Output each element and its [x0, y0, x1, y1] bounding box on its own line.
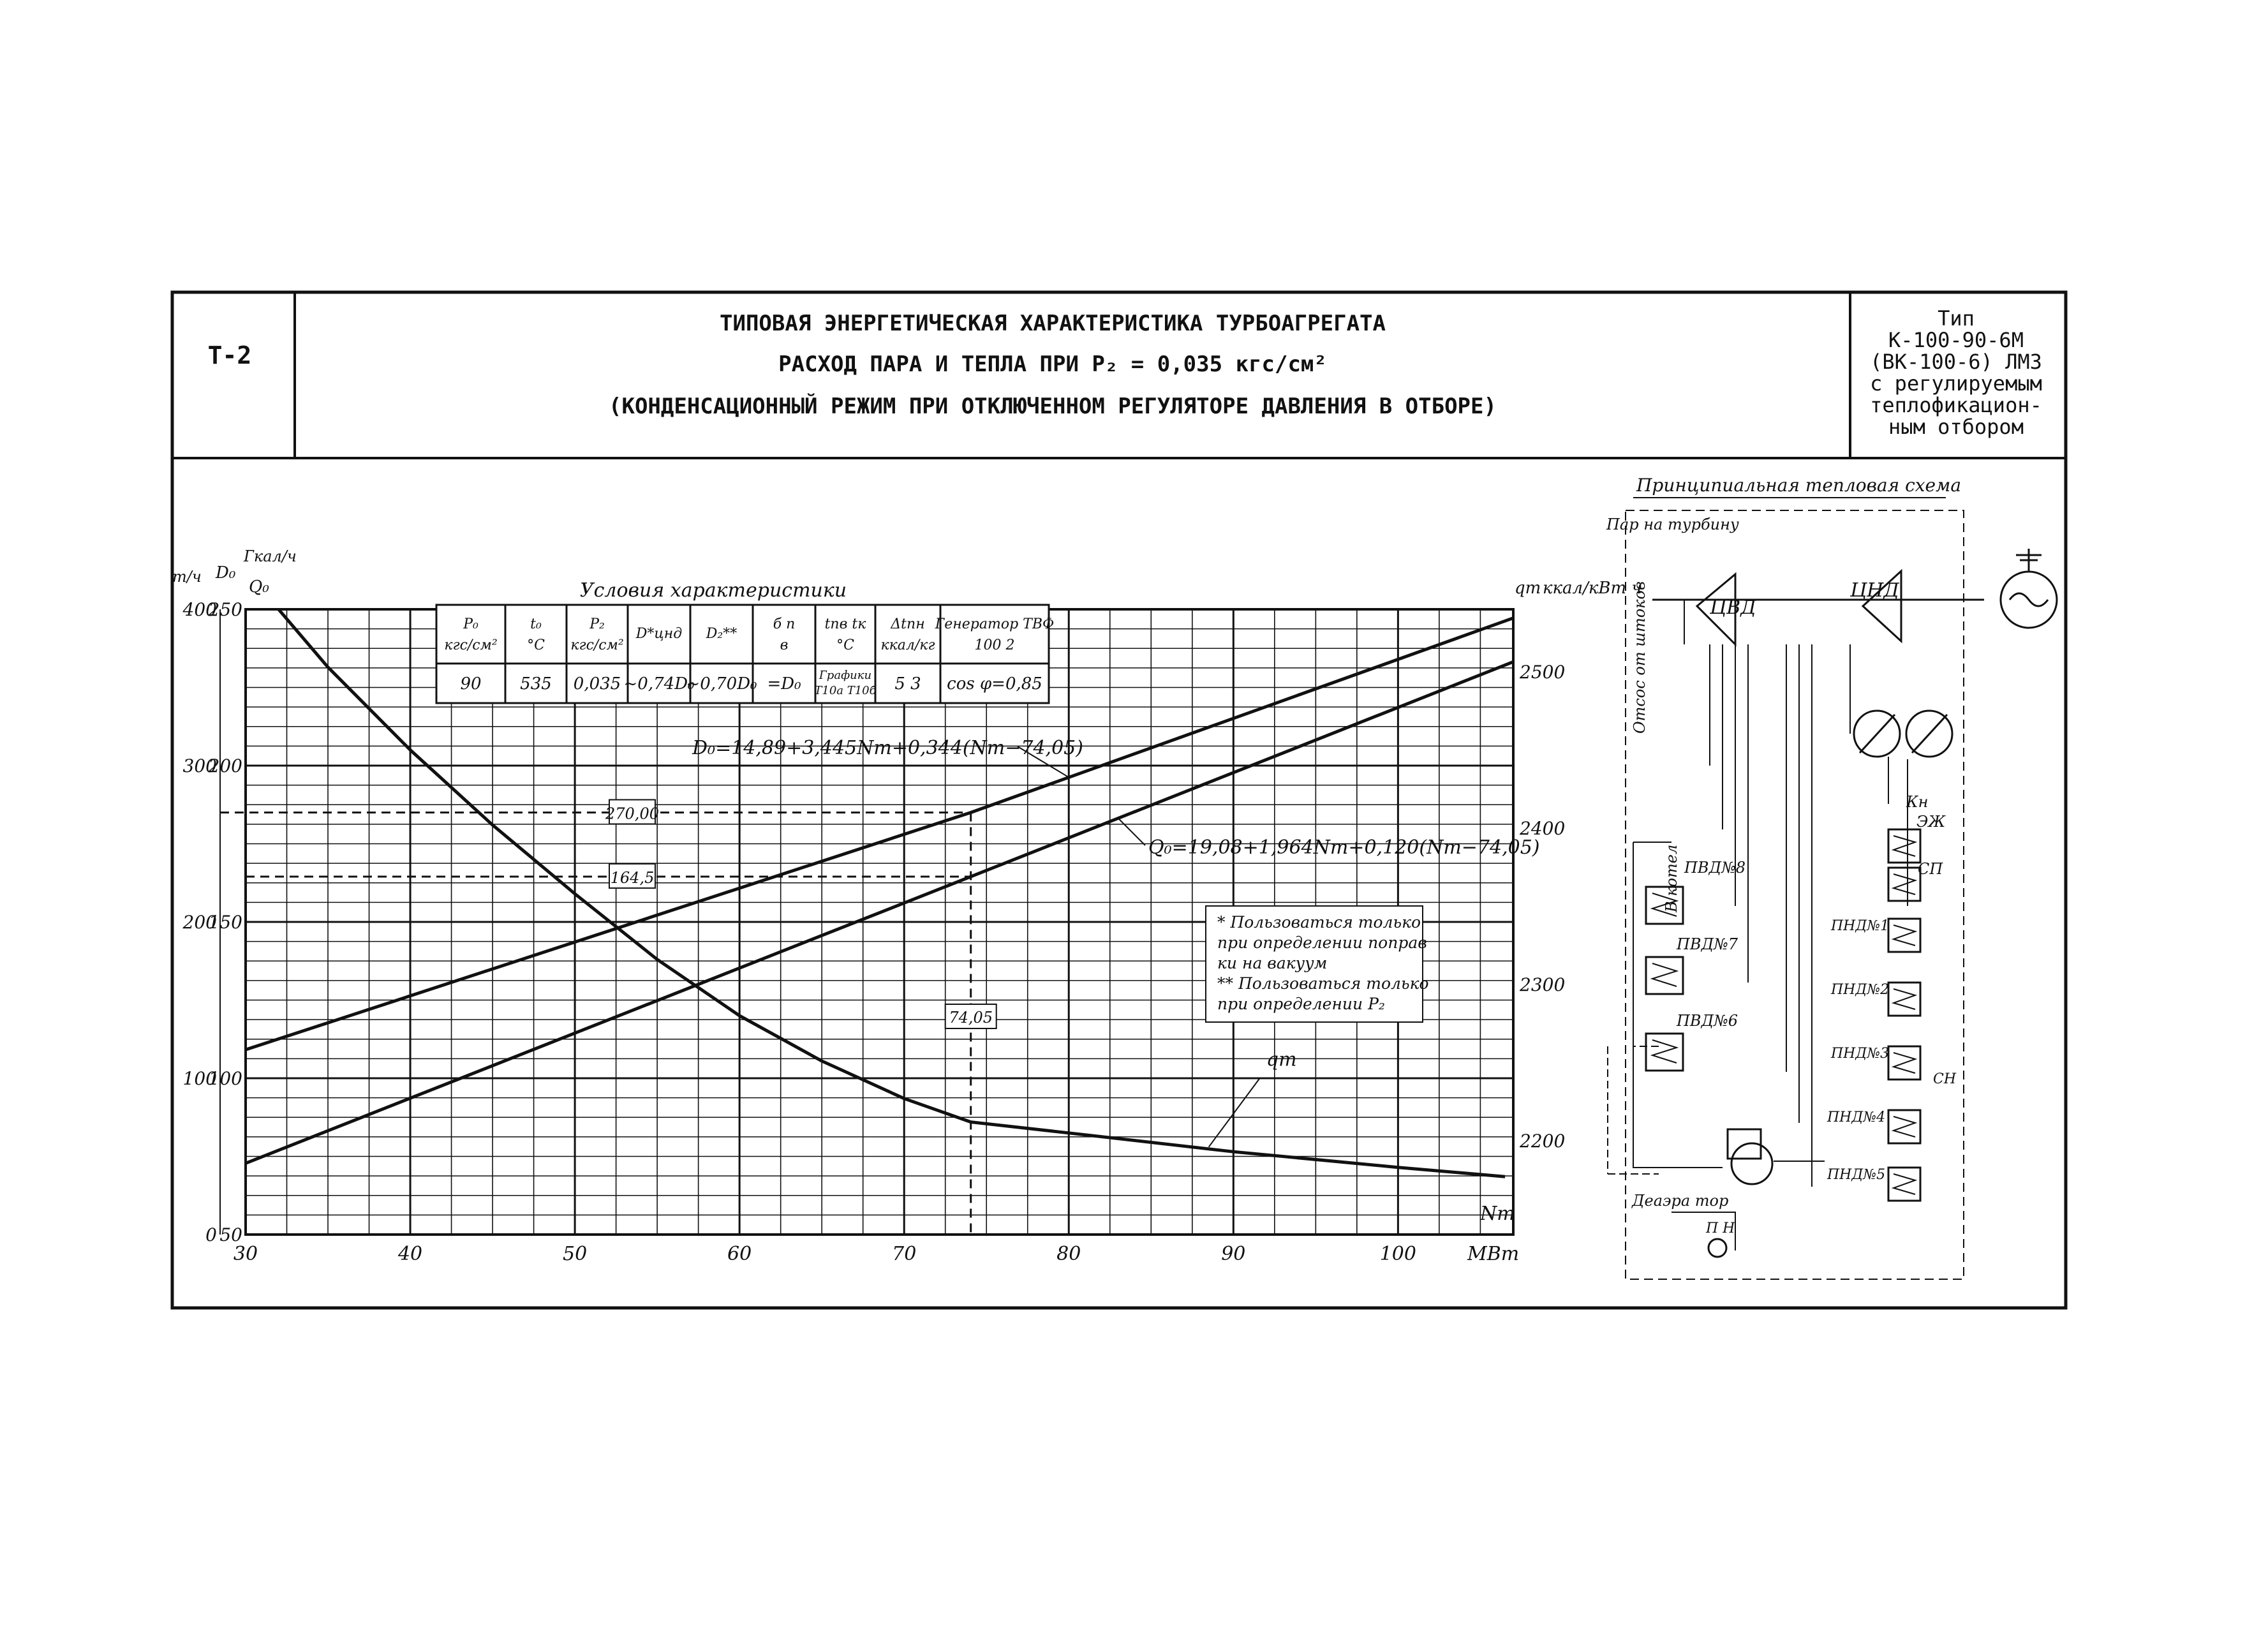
y-left-D0-tick-label: 400 — [182, 599, 217, 620]
conditions-header: Δtпн — [891, 616, 925, 632]
conditions-header: кгс/см² — [570, 637, 624, 653]
conditions-value: cos φ=0,85 — [947, 674, 1042, 694]
turbine-type-block — [1870, 306, 2042, 439]
x-tick-label: 70 — [892, 1243, 917, 1265]
conditions-title: Условия характеристики — [579, 579, 847, 602]
y-right-unit: ккал/кВт ч — [1543, 579, 1642, 598]
type-line: (ВК-100-6) ЛМЗ — [1870, 350, 2042, 374]
heater-coil-shape — [1894, 1174, 1915, 1194]
x-tick-label: 50 — [563, 1243, 588, 1265]
heater-coil-shape — [1894, 874, 1915, 894]
conditions-value: 5 3 — [894, 674, 921, 694]
x-tick-label: 40 — [397, 1243, 423, 1265]
conditions-header: P₂ — [589, 616, 605, 632]
heater-coil-shape — [1894, 1053, 1915, 1073]
schema-label: В котел — [1663, 844, 1680, 912]
schema-label: П Н — [1706, 1221, 1735, 1236]
schema-title: Принципиальная тепловая схема — [1636, 475, 1962, 496]
conditions-value: 90 — [460, 674, 482, 694]
schema-label: Кн — [1906, 793, 1929, 811]
conditions-value: Т10а Т10б — [814, 684, 877, 697]
note-line: ки на вакуум — [1217, 954, 1328, 972]
y-left-D0-tick-label: 0 — [205, 1224, 217, 1245]
schema-label: ПНД№1 — [1831, 918, 1890, 934]
conditions-header: tпв tк — [824, 616, 866, 632]
schema-label: СП — [1918, 860, 1943, 878]
title-line-2: РАСХОД ПАРА И ТЕПЛА ПРИ P₂ = 0,035 кгс/см² — [778, 352, 1327, 377]
x-tick-label: 80 — [1056, 1243, 1081, 1265]
feed-pump-shape — [1708, 1239, 1726, 1257]
title-line-3: (КОНДЕНСАЦИОННЫЙ РЕЖИМ ПРИ ОТКЛЮЧЕННОМ РЕГУЛЯТОРЕ ДАВЛЕНИЯ В ОТБОРЕ) — [609, 394, 1497, 419]
note-line: ** Пользоваться только — [1217, 974, 1429, 993]
schema-label: ЭЖ — [1916, 813, 1946, 831]
heater-coil-shape — [1652, 963, 1677, 986]
x-tick-label: 90 — [1221, 1243, 1246, 1265]
y-right-tick-label: 2200 — [1520, 1131, 1566, 1152]
y-left-Q0-symbol: Q₀ — [249, 577, 269, 597]
schema-label: Деаэра тор — [1632, 1192, 1729, 1210]
type-line: Тип — [1938, 306, 1975, 330]
series-label-D0: D₀=14,89+3,445Nт+0,344(Nт−74,05) — [692, 737, 1083, 759]
y-left-Q0-tick-label: 150 — [208, 912, 242, 933]
conditions-header: t₀ — [530, 616, 542, 632]
schema-label: ПНД№2 — [1831, 982, 1890, 998]
y-left-D0-tick-label: 100 — [182, 1068, 217, 1089]
heater-coil-shape — [1652, 1040, 1677, 1063]
y-left-axis-ticks — [182, 599, 242, 1245]
type-line: К-100-90-6М — [1888, 328, 2024, 352]
y-left-Q0-tick-label: 200 — [208, 755, 242, 776]
conditions-header: ккал/кг — [880, 637, 935, 653]
y-right-tick-label: 2500 — [1520, 662, 1566, 683]
schema-label: ПНД№4 — [1827, 1109, 1886, 1125]
x-tick-label: 30 — [233, 1243, 258, 1265]
heater-coil-shape — [1894, 989, 1915, 1009]
heater-coil-shape — [1894, 925, 1915, 946]
series-label-Q0-leader — [1118, 818, 1145, 845]
schema-label: ПВД№8 — [1684, 859, 1746, 877]
type-line: ным отбором — [1888, 415, 2024, 439]
y-left-Q0-tick-label: 100 — [208, 1068, 242, 1089]
conditions-header: б п — [773, 616, 796, 632]
type-line: теплофикацион- — [1870, 393, 2042, 417]
x-tick-label: 60 — [727, 1243, 752, 1265]
thermal-schematic — [1606, 475, 2057, 1279]
annotation-value-Q0: 164,5 — [610, 868, 655, 887]
y-left-Q0-tick-label: 250 — [208, 599, 242, 620]
y-left-unit-gcal: Гкал/ч — [244, 547, 297, 565]
conditions-header: Генератор ТВФ — [935, 616, 1055, 632]
note-line: * Пользоваться только — [1217, 913, 1421, 931]
deaerator-shape — [1731, 1143, 1772, 1184]
schema-label: ПВД№6 — [1677, 1012, 1738, 1030]
schema-label: ЦВД — [1710, 597, 1756, 619]
schema-label: ПНД№3 — [1831, 1046, 1890, 1062]
series-label-qt: qт — [1266, 1048, 1297, 1071]
conditions-header: P₀ — [463, 616, 478, 632]
conditions-value: ~0,74D₀ — [623, 674, 695, 694]
conditions-header: кгс/см² — [444, 637, 498, 653]
series-label-Q0: Q₀=19,08+1,964Nт+0,120(Nт−74,05) — [1148, 836, 1540, 859]
x-tick-label: 100 — [1379, 1243, 1416, 1265]
note-line: при определении поправ — [1217, 933, 1427, 952]
y-right-axis-ticks — [1519, 662, 1565, 1152]
x-axis-ticks — [233, 1243, 1416, 1265]
schema-label: Пар на турбину — [1606, 516, 1739, 533]
y-left-Q0-tick-label: 50 — [219, 1224, 242, 1245]
y-left-D0-symbol: D₀ — [216, 563, 236, 582]
conditions-table — [436, 579, 1054, 703]
y-left-unit-t: т/ч — [172, 568, 202, 586]
y-left-D0-tick-label: 300 — [182, 755, 217, 776]
schema-label: Отсос от штоков — [1631, 581, 1649, 734]
y-left-D0-tick-label: 200 — [182, 912, 217, 933]
conditions-header: °C — [836, 637, 854, 653]
heater-coil-shape — [1894, 1117, 1915, 1137]
title-line-1: ТИПОВАЯ ЭНЕРГЕТИЧЕСКАЯ ХАРАКТЕРИСТИКА ТУРБОАГРЕГАТА — [720, 311, 1386, 336]
conditions-header: в — [780, 637, 789, 653]
x-axis-label: Nт — [1480, 1203, 1515, 1225]
y-right-tick-label: 2300 — [1520, 974, 1566, 995]
y-right-tick-label: 2400 — [1520, 818, 1566, 839]
schema-label: ПНД№5 — [1827, 1167, 1886, 1183]
schema-label: СН — [1933, 1071, 1957, 1087]
conditions-value: Графики — [819, 669, 872, 682]
type-line: с регулируемым — [1870, 371, 2042, 396]
conditions-value: ~0,70D₀ — [686, 674, 757, 694]
conditions-value: 535 — [520, 674, 552, 694]
note-line: при определении P₂ — [1217, 995, 1385, 1013]
conditions-value: 0,035 — [573, 674, 621, 694]
outer-frame — [172, 292, 2066, 1308]
conditions-header: D₂** — [706, 626, 737, 642]
conditions-header: °C — [527, 637, 545, 653]
sheet-code: Т-2 — [207, 341, 252, 369]
y-right-symbol: qт — [1515, 579, 1541, 598]
schema-label: ЦНД — [1850, 579, 1899, 602]
annotation-value-x: 74,05 — [949, 1009, 993, 1027]
notes-box — [1206, 906, 1429, 1022]
x-axis-unit: МВт — [1467, 1243, 1520, 1265]
heater-coil-shape — [1894, 836, 1915, 856]
conditions-header: D*цнд — [635, 626, 683, 642]
annotation-value-D0: 270,00 — [605, 805, 659, 823]
schema-label: ПВД№7 — [1677, 935, 1738, 953]
conditions-value: =D₀ — [767, 674, 801, 694]
conditions-header: 100 2 — [974, 637, 1015, 653]
